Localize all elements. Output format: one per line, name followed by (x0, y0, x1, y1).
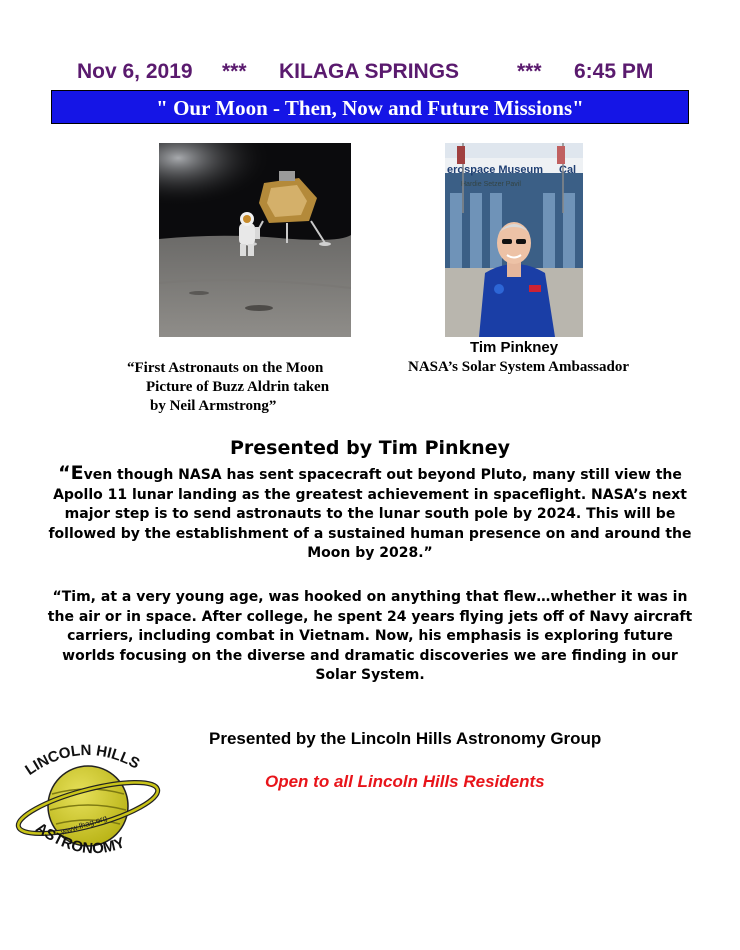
moon-photo-caption-line: Picture of Buzz Aldrin taken (146, 379, 330, 395)
logo-url-text: www.lhag.org (59, 813, 109, 837)
logo-bottom-text: ASTRONOMY (32, 819, 128, 858)
open-to-residents-line: Open to all Lincoln Hills Residents (265, 772, 545, 791)
header-separator: *** (517, 60, 542, 83)
moon-photo-caption-line: by Neil Armstrong” (150, 398, 277, 414)
presented-by-heading: Presented by Tim Pinkney (230, 437, 510, 459)
event-header (0, 60, 740, 90)
moon-landing-photo (159, 143, 351, 337)
logo-top-text: LINCOLN HILLS (22, 741, 143, 779)
planet-logo-icon (12, 738, 162, 868)
lincoln-hills-astronomy-logo (12, 738, 162, 868)
quote-first-letter: “E (58, 462, 84, 484)
event-time: 6:45 PM (574, 60, 654, 83)
tim-pinkney-photo (445, 143, 583, 337)
speaker-name: Tim Pinkney (469, 339, 559, 356)
quote-text: ven though NASA has sent spacecraft out beyond Pluto, many still view the Apollo 11 lunar landing as the greatest achievement in spaceflight. NASA’s next major step is to send astronauts to the lunar south pole by 2024. This will be followed by the establishment of a sustained human presence on and around the Moon by 2028.” (48, 467, 692, 562)
header-separator: *** (222, 60, 247, 83)
museum-sign-subtext: Hardie Setzer Pavil (461, 181, 521, 188)
moon-landing-illustration (159, 143, 351, 337)
group-presenter-line: Presented by the Lincoln Hills Astronomy Group (209, 729, 602, 748)
title-banner: " Our Moon - Then, Now and Future Missions" (51, 90, 689, 124)
tim-pinkney-illustration (445, 143, 583, 337)
moon-photo-caption-line: “First Astronauts on the Moon (127, 360, 324, 376)
museum-sign-text: erospace Museum (447, 164, 543, 176)
bio-paragraph: “Tim, at a very young age, was hooked on anything that flew…whether it was in the air or in space. After college, he spent 24 years flying jets off of Navy aircraft carriers, including combat in Vietnam. Now, his emphasis is exploring future worlds focusing on the diverse and dramatic discoveries we are finding in our Solar System. (47, 589, 693, 684)
quote-paragraph (40, 464, 700, 564)
event-date: Nov 6, 2019 (77, 60, 193, 83)
event-location: KILAGA SPRINGS (279, 60, 460, 83)
speaker-title: NASA’s Solar System Ambassador (408, 359, 629, 375)
museum-sign-text-2: Cal (559, 164, 577, 176)
